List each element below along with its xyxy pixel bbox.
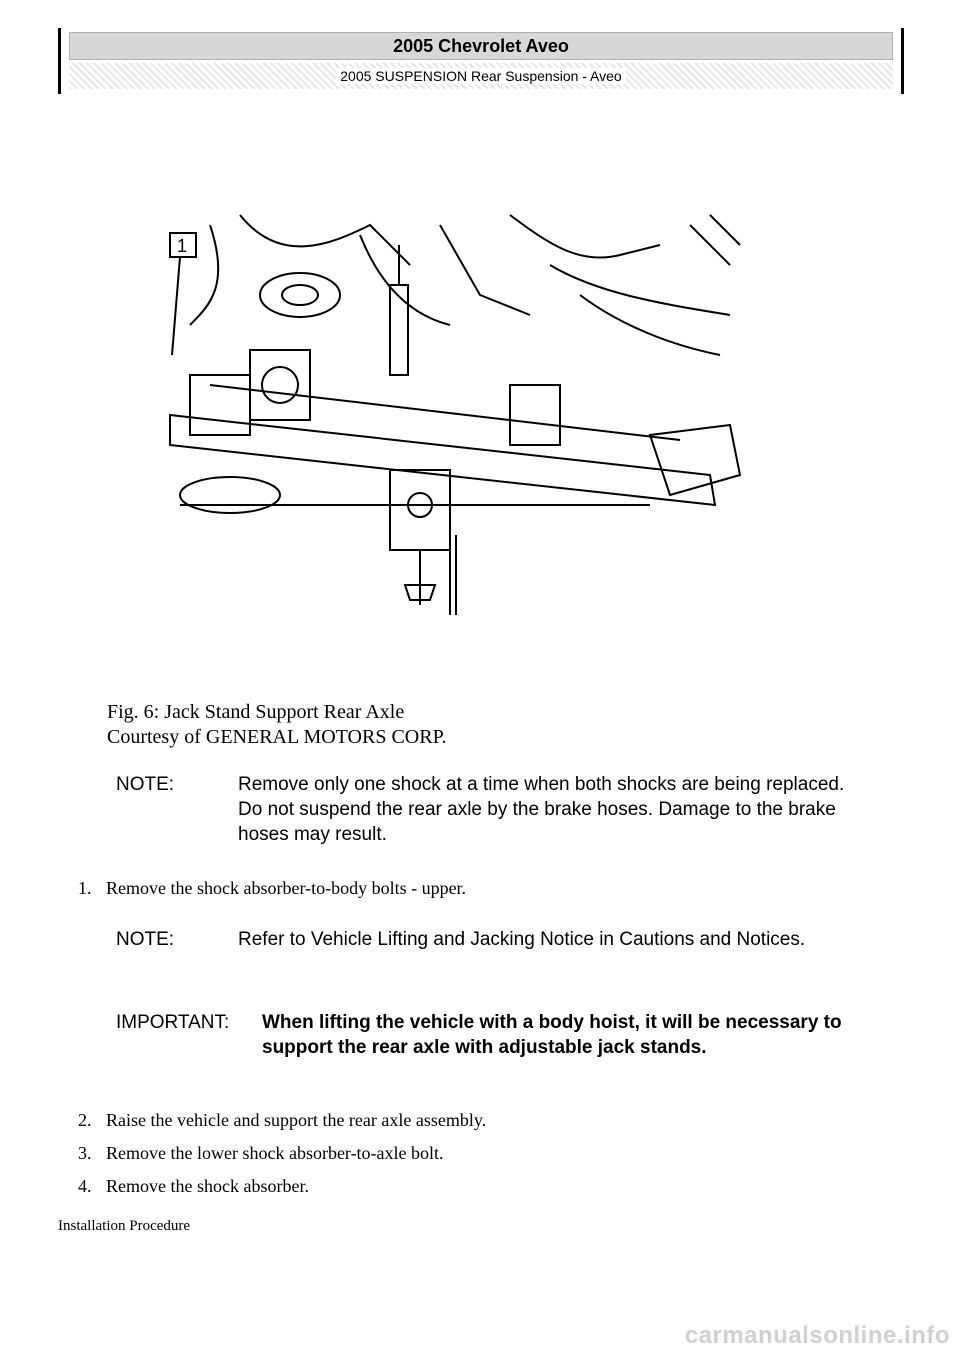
left-brake-assembly xyxy=(190,375,250,435)
body-panel-line xyxy=(440,225,530,315)
note-label: NOTE: xyxy=(116,774,175,795)
watermark: carmanualsonline.info xyxy=(684,1322,950,1349)
document-header xyxy=(58,28,904,94)
step-number: 1. xyxy=(78,878,92,898)
right-brake-assembly xyxy=(650,425,740,495)
document-subtitle xyxy=(69,63,893,89)
step-number: 3. xyxy=(78,1143,92,1163)
figure-caption xyxy=(107,700,446,750)
note-text: Refer to Vehicle Lifting and Jacking Notice in Cautions and Notices. xyxy=(238,929,806,950)
step-text: Remove the shock absorber-to-body bolts - upper. xyxy=(106,878,467,898)
figure-caption-title: Fig. 6: Jack Stand Support Rear Axle xyxy=(107,701,405,723)
document-subtitle-text: 2005 SUSPENSION Rear Suspension - Aveo xyxy=(336,68,625,84)
note-text: Remove only one shock at a time when both shocks are being replaced. Do not suspend the rear axle by the brake hoses. Damage to the brake hoses may result. xyxy=(238,774,845,845)
right-bracket xyxy=(510,385,560,445)
document-title: 2005 Chevrolet Aveo xyxy=(69,32,893,60)
body-panel-line xyxy=(510,215,660,258)
body-panel-line xyxy=(580,295,720,355)
shock-absorber xyxy=(390,285,408,375)
body-panel-line xyxy=(690,215,740,265)
step-3 xyxy=(78,1141,444,1165)
left-trailing-arm xyxy=(180,477,280,513)
step-number: 4. xyxy=(78,1176,92,1196)
important-label: IMPORTANT: xyxy=(116,1012,230,1033)
spring-seat-inner xyxy=(282,285,318,305)
body-panel-line xyxy=(190,225,218,325)
important-text: When lifting the vehicle with a body hoist, it will be necessary to support the rear axle with adjustable jack stands. xyxy=(262,1012,842,1058)
step-text: Raise the vehicle and support the rear axle assembly. xyxy=(106,1110,487,1130)
step-text: Remove the shock absorber. xyxy=(106,1176,309,1196)
callout-number: 1 xyxy=(177,236,188,256)
body-panel-line xyxy=(550,265,730,315)
rear-axle-beam xyxy=(170,415,715,505)
step-text: Remove the lower shock absorber-to-axle bolt. xyxy=(106,1143,444,1163)
step-2 xyxy=(78,1108,486,1132)
jack-stand-diagram xyxy=(150,205,750,625)
axle-upper-edge xyxy=(210,385,680,440)
step-1 xyxy=(78,876,466,900)
body-panel-line xyxy=(360,235,450,325)
spring-seat xyxy=(260,273,340,317)
section-heading: Installation Procedure xyxy=(58,1218,191,1234)
note-label: NOTE: xyxy=(116,929,175,950)
left-hub-assembly xyxy=(250,350,310,420)
jack-stand-head xyxy=(390,470,450,550)
left-hub xyxy=(262,367,298,403)
step-number: 2. xyxy=(78,1110,92,1130)
figure-caption-credit: Courtesy of GENERAL MOTORS CORP. xyxy=(107,726,447,748)
body-panel-line xyxy=(240,215,410,265)
step-4 xyxy=(78,1174,309,1198)
callout-leader xyxy=(172,257,180,355)
